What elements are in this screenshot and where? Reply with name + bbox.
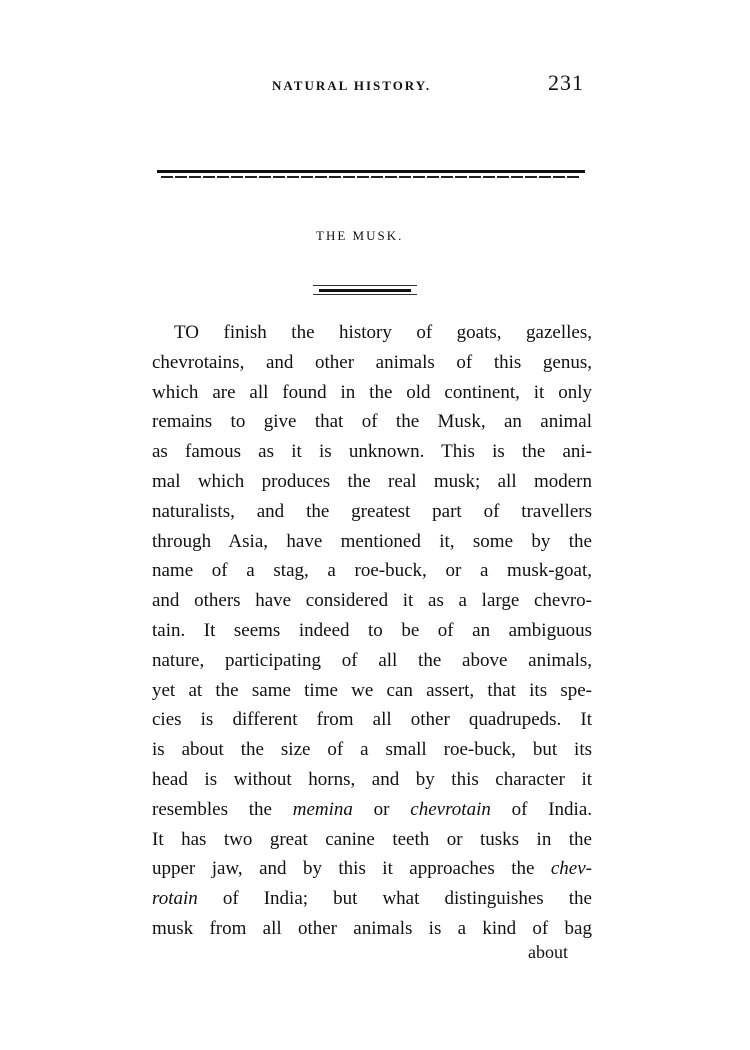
text-line [152,884,592,914]
text-line: head is without horns, and by this character it [152,768,592,790]
text-line [152,854,592,884]
body-paragraph [152,318,592,944]
italic-term: chevrotain [410,798,491,820]
text-line: cies is different from all other quadrupeds. It [152,709,592,731]
text-span: or [352,798,411,820]
page-number: 231 [548,70,584,95]
catchword: about [528,942,568,962]
italic-term: rotain [152,888,198,910]
text-span: of India; but what distinguishes the [197,888,592,910]
text-span: of India. [490,798,593,820]
header-rule [157,168,585,182]
text-line: mal which produces the real musk; all modern [152,470,592,492]
text-line: through Asia, have mentioned it, some by the [152,530,592,552]
text-line: as famous as it is unknown. This is the ani- [152,441,592,463]
section-rule-middle [319,289,411,292]
section-rule-top [313,285,417,286]
text-line: remains to give that of the Musk, an animal [152,411,592,433]
text-line: which are all found in the old continent, it only [152,381,592,403]
header-rule-thick [157,170,585,173]
text-line: TO finish the history of goats, gazelles, [174,322,592,343]
text-line: chevrotains, and other animals of this genus, [152,351,592,373]
text-span: upper jaw, and by this it approaches the [152,858,551,880]
text-line: naturalists, and the greatest part of travellers [152,500,592,522]
text-line [152,795,592,825]
italic-term: chev- [550,858,592,880]
text-line: musk from all other animals is a kind of bag [152,917,592,939]
text-line: nature, participating of all the above animals, [152,649,592,671]
text-line: yet at the same time we can assert, that its spe- [152,679,592,701]
text-span: resembles the [152,798,293,820]
italic-term: memina [292,798,353,820]
section-rule-bottom [313,294,417,295]
text-line: It has two great canine teeth or tusks in the [152,828,592,850]
text-line: tain. It seems indeed to be of an ambiguous [152,619,592,641]
header-rule-thin [161,176,581,178]
section-title: THE MUSK. [316,228,404,243]
running-head: NATURAL HISTORY. [272,78,432,93]
text-line: name of a stag, a roe-buck, or a musk-goat, [152,560,592,582]
section-rule [313,285,417,295]
text-line: and others have considered it as a large chevro- [152,590,592,612]
text-line: is about the size of a small roe-buck, but its [152,739,592,761]
